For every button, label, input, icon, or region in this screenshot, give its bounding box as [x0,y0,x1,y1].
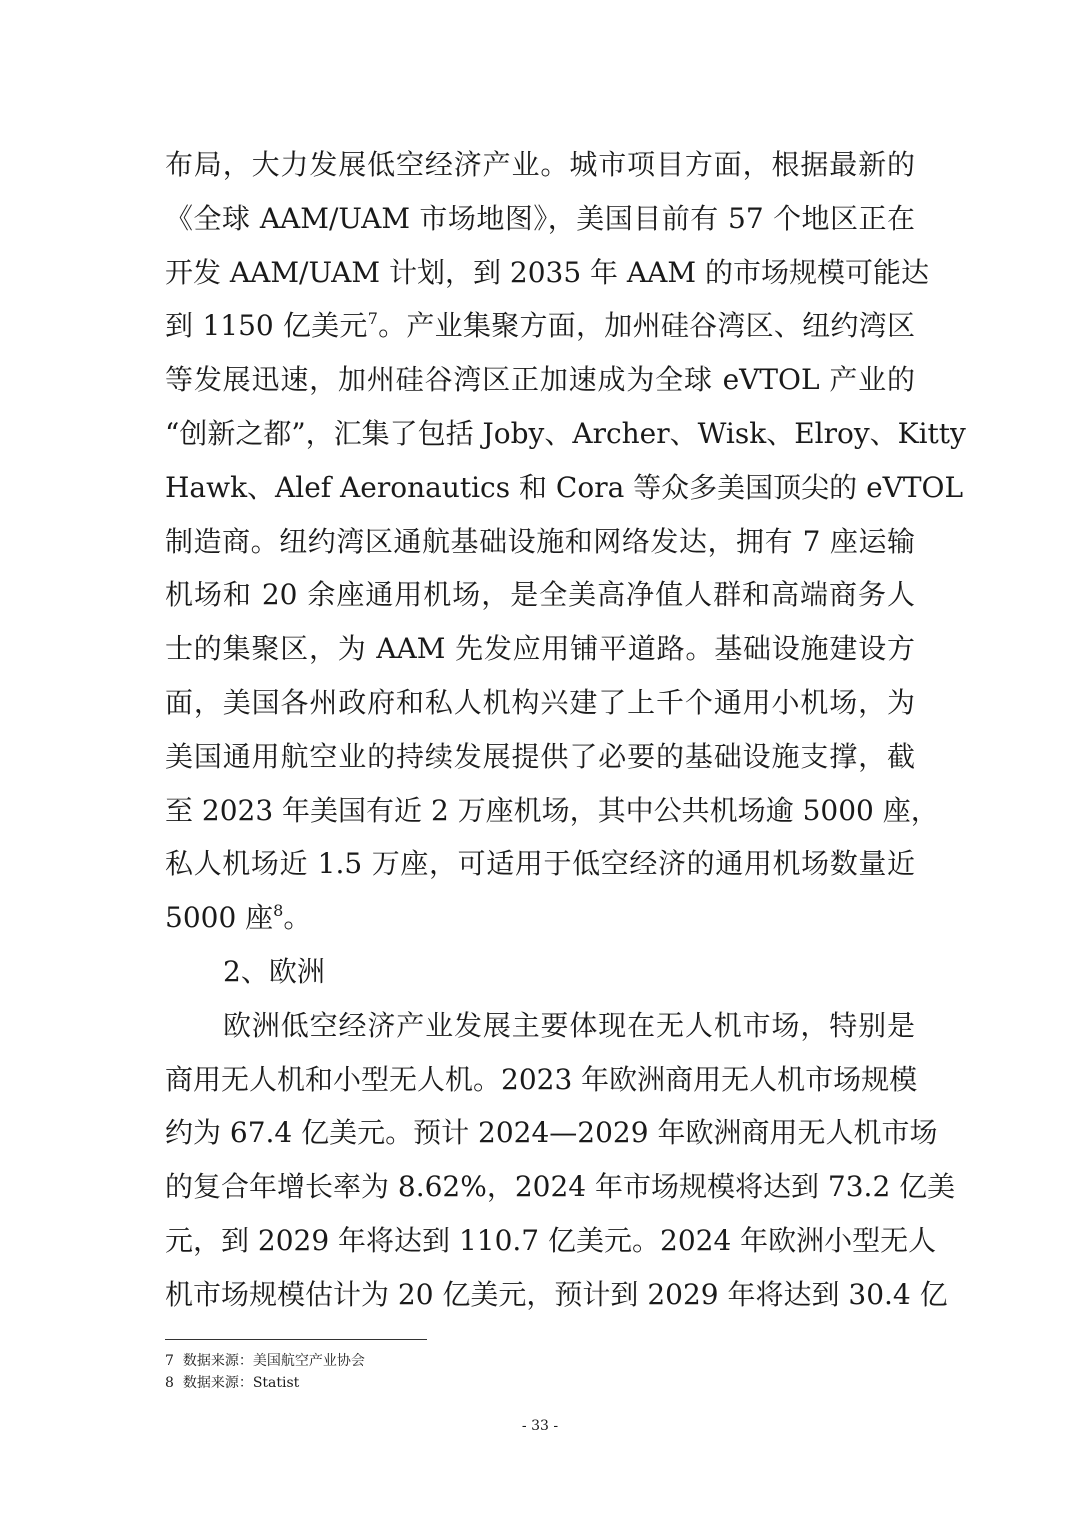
paragraph-line: 私人机场近 1.5 万座，可适用于低空经济的通用机场数量近 [165,847,915,881]
footnote-item [165,1372,865,1394]
footnote-text: 数据来源：Statist [182,1375,300,1391]
paragraph-line: 制造商。纽约湾区通航基础设施和网络发达，拥有 7 座运输 [165,524,915,558]
paragraph-line: 开发 AAM/UAM 计划，到 2035 年 AAM 的市场规模可能达 [165,255,929,289]
paragraph-line: 约为 67.4 亿美元。预计 2024—2029 年欧洲商用无人机市场 [165,1116,938,1150]
paragraph-text: 到 1150 亿美元 [165,309,368,343]
footnote-item [165,1350,865,1372]
footnote-ref-7[interactable]: 7 [367,309,378,329]
paragraph-line: 布局，大力发展低空经济产业。城市项目方面，根据最新的 [165,148,915,181]
paragraph-line-with-footnote [165,891,915,945]
section-heading: 2、欧洲 [223,954,325,988]
paragraph-line: 商用无人机和小型无人机。2023 年欧洲商用无人机市场规模 [165,1062,918,1096]
footnote-number: 7 [165,1353,174,1369]
paragraph-line: 元，到 2029 年将达到 110.7 亿美元。2024 年欧洲小型无人 [165,1223,937,1257]
paragraph-text: 5000 座 [165,901,274,935]
paragraph-line: 的复合年增长率为 8.62%，2024 年市场规模将达到 73.2 亿美 [165,1170,956,1204]
paragraph-line: 士的集聚区，为 AAM 先发应用铺平道路。基础设施建设方 [165,632,915,666]
page-number: - 33 - [521,1418,559,1434]
footnote-ref-8[interactable]: 8 [273,901,284,921]
footnote-number: 8 [165,1375,174,1391]
paragraph-line: 《全球 AAM/UAM 市场地图》，美国目前有 57 个地区正在 [165,201,915,235]
footnotes [165,1350,865,1394]
paragraph-line: 至 2023 年美国有近 2 万座机场，其中公共机场逾 5000 座， [165,793,939,827]
paragraph-line: 面，美国各州政府和私人机构兴建了上千个通用小机场，为 [165,685,915,719]
paragraph-line: Hawk、Alef Aeronautics 和 Cora 等众多美国顶尖的 eVTOL [165,470,964,504]
paragraph-line: “创新之都”，汇集了包括 Joby、Archer、Wisk、Elroy、Kitty [165,416,966,450]
paragraph-text: 。产业集聚方面，加州硅谷湾区、纽约湾区 [377,309,915,343]
footnote-separator [165,1339,427,1340]
paragraph-line: 等发展迅速，加州硅谷湾区正加速成为全球 eVTOL 产业的 [165,363,915,397]
paragraph-line: 欧洲低空经济产业发展主要体现在无人机市场，特别是 [223,1008,915,1042]
footnote-text: 数据来源：美国航空产业协会 [182,1353,365,1369]
paragraph-line: 机场和 20 余座通用机场，是全美高净值人群和高端商务人 [165,578,915,612]
paragraph-line: 美国通用航空业的持续发展提供了必要的基础设施支撑，截 [165,739,915,773]
paragraph-text: 。 [283,901,312,935]
paragraph-line: 机市场规模估计为 20 亿美元，预计到 2029 年将达到 30.4 亿 [165,1277,948,1311]
paragraph-line-with-footnote [165,299,915,353]
body-text [165,138,966,1322]
